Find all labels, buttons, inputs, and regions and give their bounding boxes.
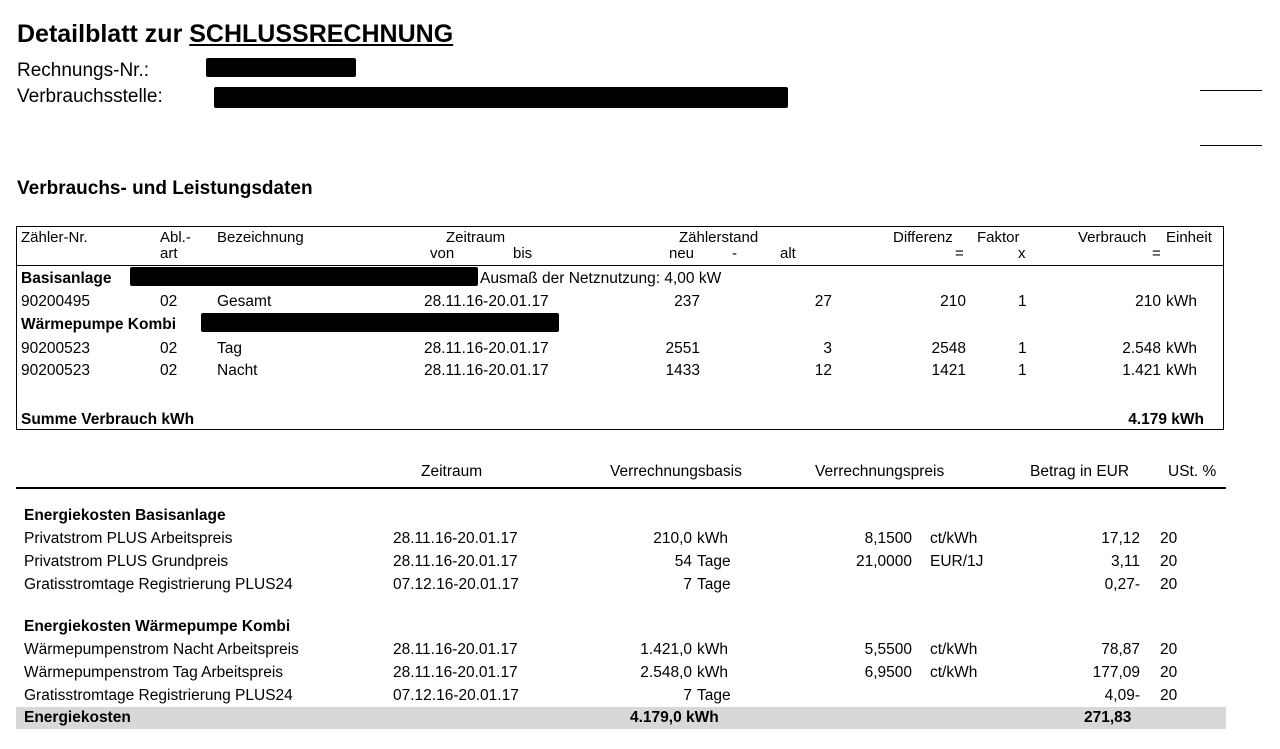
- c2r1-desc: Wärmepumpenstrom Nacht Arbeitspreis: [24, 641, 299, 658]
- row3-old: 12: [814, 362, 832, 379]
- c1r1-punit: ct/kWh: [930, 530, 978, 547]
- c1r1-amount: 17,12: [1101, 530, 1140, 547]
- row1-designation: Gesamt: [217, 293, 272, 310]
- c2r1-amount: 78,87: [1101, 641, 1140, 658]
- row3-abl: 02: [160, 362, 178, 379]
- c2r3-vat: 20: [1160, 687, 1178, 704]
- row1-period: 28.11.16-20.01.17: [424, 293, 549, 310]
- row1-diff: 210: [940, 293, 966, 310]
- row3-meter: 90200523: [21, 362, 90, 379]
- c2r3-amount: 4,09-: [1104, 687, 1140, 704]
- title-prefix: Detailblatt zur: [17, 20, 190, 48]
- c2r1-period: 28.11.16-20.01.17: [393, 641, 518, 658]
- row2-unit: kWh: [1166, 340, 1197, 357]
- col-eq-2: =: [1152, 245, 1161, 262]
- cost-header-divider: [16, 487, 1226, 489]
- col-dash: -: [732, 245, 737, 262]
- row3-diff: 1421: [931, 362, 966, 379]
- redaction-group1: [130, 267, 478, 286]
- c1r1-vat: 20: [1160, 530, 1178, 547]
- c1r2-punit: EUR/1J: [930, 553, 984, 570]
- consumption-table: [16, 226, 1224, 430]
- c2r2-desc: Wärmepumpenstrom Tag Arbeitspreis: [24, 664, 284, 681]
- document-title: [17, 20, 453, 49]
- cost-col-price: Verrechnungspreis: [815, 463, 945, 480]
- redaction-group2: [201, 313, 559, 332]
- c2r3-basis: 7: [683, 687, 692, 704]
- cost-section-basisanlage: Energiekosten Basisanlage: [24, 507, 226, 524]
- c2r3-bunit: Tage: [697, 687, 731, 704]
- row2-designation: Tag: [217, 340, 242, 357]
- c2r3-desc: Gratisstromtage Registrierung PLUS24: [24, 687, 293, 704]
- col-old: alt: [780, 245, 796, 262]
- cost-col-basis: Verrechnungsbasis: [610, 463, 742, 480]
- row3-usage: 1.421: [1122, 362, 1161, 379]
- cost-col-vat: USt. %: [1168, 463, 1217, 480]
- row2-diff: 2548: [931, 340, 966, 357]
- row1-factor: 1: [1018, 293, 1027, 310]
- group-waermepumpe: Wärmepumpe Kombi: [21, 316, 177, 333]
- cost-total-label: Energiekosten: [24, 709, 131, 726]
- c1r2-vat: 20: [1160, 553, 1178, 570]
- c1r2-desc: Privatstrom PLUS Grundpreis: [24, 553, 229, 570]
- cost-col-amount: Betrag in EUR: [1030, 463, 1130, 480]
- group-basisanlage-note: Ausmaß der Netznutzung: 4,00 kW: [480, 270, 722, 287]
- header-divider: [17, 265, 1223, 266]
- col-unit: Einheit: [1166, 229, 1212, 246]
- c2r3-period: 07.12.16-20.01.17: [393, 687, 519, 704]
- c2r2-punit: ct/kWh: [930, 664, 978, 681]
- row2-new: 2551: [665, 340, 700, 357]
- c1r3-vat: 20: [1160, 576, 1178, 593]
- row2-period: 28.11.16-20.01.17: [424, 340, 549, 357]
- c2r2-basis: 2.548,0: [640, 664, 692, 681]
- c1r1-period: 28.11.16-20.01.17: [393, 530, 518, 547]
- c1r1-bunit: kWh: [697, 530, 728, 547]
- row2-old: 3: [823, 340, 832, 357]
- consumption-total-value: 4.179 kWh: [1128, 411, 1204, 428]
- c1r1-basis: 210,0: [653, 530, 692, 547]
- consumption-location-label: Verbrauchsstelle:: [17, 86, 163, 107]
- consumption-heading: Verbrauchs- und Leistungsdaten: [17, 178, 313, 199]
- row1-unit: kWh: [1166, 293, 1197, 310]
- c2r1-bunit: kWh: [697, 641, 728, 658]
- row2-factor: 1: [1018, 340, 1027, 357]
- row1-meter: 90200495: [21, 293, 90, 310]
- c1r1-desc: Privatstrom PLUS Arbeitspreis: [24, 530, 233, 547]
- header-rule-1: [1200, 90, 1262, 91]
- c1r2-amount: 3,11: [1110, 553, 1140, 570]
- col-reading: Zählerstand: [679, 229, 759, 246]
- group-basisanlage: Basisanlage: [21, 270, 112, 287]
- col-period: Zeitraum: [446, 229, 506, 246]
- cost-total-amount: 271,83: [1084, 709, 1132, 726]
- row3-designation: Nacht: [217, 362, 258, 379]
- total-row-background: [16, 707, 1226, 729]
- c2r1-basis: 1.421,0: [640, 641, 692, 658]
- col-from: von: [430, 245, 455, 262]
- c2r2-vat: 20: [1160, 664, 1178, 681]
- consumption-total-label: Summe Verbrauch kWh: [21, 411, 195, 428]
- redaction-location: [214, 87, 788, 108]
- row2-abl: 02: [160, 340, 178, 357]
- row3-factor: 1: [1018, 362, 1027, 379]
- cost-col-period: Zeitraum: [421, 463, 483, 480]
- redaction-invoice-number: [206, 58, 356, 77]
- c2r2-period: 28.11.16-20.01.17: [393, 664, 518, 681]
- header-rule-2: [1200, 145, 1262, 146]
- c1r3-period: 07.12.16-20.01.17: [393, 576, 519, 593]
- row3-period: 28.11.16-20.01.17: [424, 362, 549, 379]
- col-designation: Bezeichnung: [217, 229, 304, 246]
- row1-usage: 210: [1135, 293, 1161, 310]
- c1r1-price: 8,1500: [864, 530, 912, 547]
- invoice-number-label: Rechnungs-Nr.:: [17, 60, 150, 81]
- c1r3-basis: 7: [683, 576, 692, 593]
- c2r1-punit: ct/kWh: [930, 641, 978, 658]
- row2-usage: 2.548: [1122, 340, 1161, 357]
- row1-new: 237: [674, 293, 700, 310]
- col-x: x: [1018, 245, 1026, 262]
- c2r2-price: 6,9500: [864, 664, 912, 681]
- col-meter: Zähler-Nr.: [21, 229, 88, 246]
- c2r2-amount: 177,09: [1092, 664, 1140, 681]
- c2r1-price: 5,5500: [864, 641, 912, 658]
- col-factor: Faktor: [977, 229, 1020, 246]
- c2r1-vat: 20: [1160, 641, 1178, 658]
- c1r3-bunit: Tage: [697, 576, 731, 593]
- col-usage: Verbrauch: [1078, 229, 1147, 246]
- col-abl-1: Abl.-: [160, 229, 191, 246]
- c1r3-desc: Gratisstromtage Registrierung PLUS24: [24, 576, 293, 593]
- title-emphasis: SCHLUSSRECHNUNG: [189, 20, 454, 48]
- row2-meter: 90200523: [21, 340, 90, 357]
- cost-section-waermepumpe: Energiekosten Wärmepumpe Kombi: [24, 618, 291, 635]
- c1r2-basis: 54: [674, 553, 692, 570]
- c1r2-bunit: Tage: [697, 553, 731, 570]
- row1-abl: 02: [160, 293, 178, 310]
- cost-total-basis: 4.179,0 kWh: [630, 709, 719, 726]
- c1r3-amount: 0,27-: [1104, 576, 1140, 593]
- col-to: bis: [513, 245, 533, 262]
- col-new: neu: [669, 245, 695, 262]
- col-abl-2: art: [160, 245, 178, 262]
- row1-old: 27: [814, 293, 832, 310]
- c1r2-price: 21,0000: [855, 553, 912, 570]
- col-difference: Differenz: [893, 229, 953, 246]
- row3-unit: kWh: [1166, 362, 1197, 379]
- c1r2-period: 28.11.16-20.01.17: [393, 553, 518, 570]
- row3-new: 1433: [665, 362, 700, 379]
- col-eq-1: =: [955, 245, 964, 262]
- c2r2-bunit: kWh: [697, 664, 728, 681]
